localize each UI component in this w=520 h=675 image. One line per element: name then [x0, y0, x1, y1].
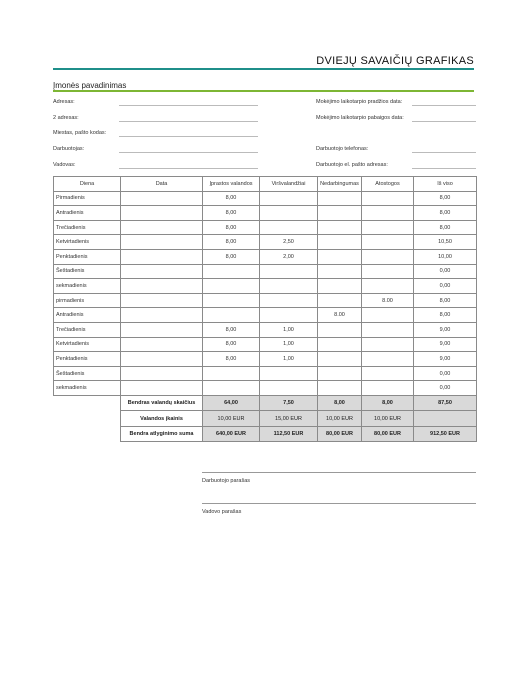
- summary-label: Bendra atlyginimo suma: [121, 426, 203, 442]
- day-cell: sekmadienis: [54, 381, 121, 396]
- overtime-cell[interactable]: 1,00: [260, 352, 318, 367]
- summary-regular-cell: 64,00: [203, 395, 260, 411]
- address2-field[interactable]: [119, 121, 258, 122]
- col-header-total: Iš viso: [414, 177, 477, 192]
- summary-row: [54, 411, 477, 427]
- period-end-label: Mokėjimo laikotarpio pabaigos data:: [316, 115, 404, 121]
- regular-cell[interactable]: [203, 366, 260, 381]
- page-title: DVIEJŲ SAVAIČIŲ GRAFIKAS: [316, 55, 474, 67]
- summary-sick-cell: 8,00: [318, 395, 362, 411]
- total-cell[interactable]: 0,00: [414, 264, 477, 279]
- total-cell[interactable]: 0,00: [414, 366, 477, 381]
- summary-sick-cell: 80,00 EUR: [318, 426, 362, 442]
- date-cell[interactable]: [121, 381, 203, 396]
- date-cell[interactable]: [121, 220, 203, 235]
- address2-label: 2 adresas:: [53, 115, 79, 121]
- col-header-sick: Nedarbingumas: [318, 177, 362, 192]
- date-cell[interactable]: [121, 235, 203, 250]
- total-cell[interactable]: 0,00: [414, 279, 477, 294]
- col-header-regular: Įprastos valandos: [203, 177, 260, 192]
- table-row: [54, 366, 477, 381]
- total-cell[interactable]: 10,50: [414, 235, 477, 250]
- regular-cell[interactable]: [203, 308, 260, 323]
- date-cell[interactable]: [121, 308, 203, 323]
- day-cell: Antradienis: [54, 308, 121, 323]
- sick-cell[interactable]: [318, 249, 362, 264]
- title-rule: [53, 68, 474, 70]
- total-cell[interactable]: 9,00: [414, 352, 477, 367]
- vacation-cell[interactable]: [362, 235, 414, 250]
- manager-signature-line[interactable]: [202, 503, 476, 504]
- summary-row: [54, 426, 477, 442]
- vacation-cell[interactable]: [362, 337, 414, 352]
- date-cell[interactable]: [121, 366, 203, 381]
- col-header-date: Data: [121, 177, 203, 192]
- table-row: [54, 249, 477, 264]
- table-row: [54, 220, 477, 235]
- overtime-cell[interactable]: 1,00: [260, 337, 318, 352]
- day-cell: Ketvirtadienis: [54, 337, 121, 352]
- summary-spacer: [54, 411, 121, 427]
- total-cell[interactable]: 8,00: [414, 308, 477, 323]
- day-cell: Pirmadienis: [54, 191, 121, 206]
- overtime-cell[interactable]: [260, 293, 318, 308]
- table-row: [54, 293, 477, 308]
- date-cell[interactable]: [121, 249, 203, 264]
- overtime-cell[interactable]: [260, 191, 318, 206]
- day-cell: Šeštadienis: [54, 366, 121, 381]
- vacation-cell[interactable]: [362, 366, 414, 381]
- table-row: [54, 206, 477, 221]
- col-header-vacation: Atostogos: [362, 177, 414, 192]
- summary-regular-cell: 640,00 EUR: [203, 426, 260, 442]
- employee-field[interactable]: [119, 152, 258, 153]
- manager-signature-label: Vadovo parašas: [202, 509, 242, 515]
- total-cell[interactable]: 8,00: [414, 293, 477, 308]
- day-cell: Penktadienis: [54, 249, 121, 264]
- total-cell[interactable]: 0,00: [414, 381, 477, 396]
- table-row: [54, 308, 477, 323]
- table-header-row: [54, 177, 477, 192]
- regular-cell[interactable]: 8,00: [203, 206, 260, 221]
- summary-vacation-cell: 8,00: [362, 395, 414, 411]
- overtime-cell[interactable]: 2,00: [260, 249, 318, 264]
- vacation-cell[interactable]: [362, 220, 414, 235]
- manager-label: Vadovas:: [53, 162, 76, 168]
- overtime-cell[interactable]: 1,00: [260, 322, 318, 337]
- sick-cell[interactable]: [318, 381, 362, 396]
- sick-cell[interactable]: 8.00: [318, 308, 362, 323]
- email-label: Darbuotojo el. pašto adresas:: [316, 162, 388, 168]
- summary-overtime-cell: 112,50 EUR: [260, 426, 318, 442]
- summary-overtime-cell: 15,00 EUR: [260, 411, 318, 427]
- sick-cell[interactable]: [318, 220, 362, 235]
- table-row: [54, 322, 477, 337]
- city-label: Miestas, pašto kodas:: [53, 130, 107, 136]
- sick-cell[interactable]: [318, 293, 362, 308]
- total-cell[interactable]: 9,00: [414, 322, 477, 337]
- table-row: [54, 279, 477, 294]
- overtime-cell[interactable]: [260, 308, 318, 323]
- table-row: [54, 264, 477, 279]
- regular-cell[interactable]: 8,00: [203, 220, 260, 235]
- vacation-cell[interactable]: [362, 308, 414, 323]
- phone-label: Darbuotojo telefonas:: [316, 146, 369, 152]
- col-header-overtime: Viršvalandžiai: [260, 177, 318, 192]
- day-cell: Trečiadienis: [54, 220, 121, 235]
- date-cell[interactable]: [121, 279, 203, 294]
- day-cell: pirmadienis: [54, 293, 121, 308]
- sick-cell[interactable]: [318, 322, 362, 337]
- company-rule: [53, 90, 474, 92]
- overtime-cell[interactable]: [260, 220, 318, 235]
- vacation-cell[interactable]: [362, 352, 414, 367]
- vacation-cell[interactable]: [362, 206, 414, 221]
- total-cell[interactable]: 8,00: [414, 191, 477, 206]
- period-start-label: Mokėjimo laikotarpio pradžios data:: [316, 99, 403, 105]
- overtime-cell[interactable]: [260, 279, 318, 294]
- col-header-day: Diena: [54, 177, 121, 192]
- overtime-cell[interactable]: [260, 264, 318, 279]
- regular-cell[interactable]: [203, 381, 260, 396]
- summary-total-cell: 87,50: [414, 395, 477, 411]
- sick-cell[interactable]: [318, 264, 362, 279]
- day-cell: Antradienis: [54, 206, 121, 221]
- period-end-field[interactable]: [412, 121, 476, 122]
- regular-cell[interactable]: 8,00: [203, 337, 260, 352]
- vacation-cell[interactable]: [362, 264, 414, 279]
- summary-total-cell: [414, 411, 477, 427]
- employee-label: Darbuotojas:: [53, 146, 85, 152]
- day-cell: Ketvirtadienis: [54, 235, 121, 250]
- summary-label: Valandos įkainis: [121, 411, 203, 427]
- regular-cell[interactable]: [203, 279, 260, 294]
- summary-spacer: [54, 426, 121, 442]
- date-cell[interactable]: [121, 191, 203, 206]
- date-cell[interactable]: [121, 322, 203, 337]
- sick-cell[interactable]: [318, 352, 362, 367]
- overtime-cell[interactable]: 2,50: [260, 235, 318, 250]
- sick-cell[interactable]: [318, 235, 362, 250]
- summary-vacation-cell: 80,00 EUR: [362, 426, 414, 442]
- sick-cell[interactable]: [318, 279, 362, 294]
- summary-vacation-cell: 10,00 EUR: [362, 411, 414, 427]
- overtime-cell[interactable]: [260, 366, 318, 381]
- sick-cell[interactable]: [318, 366, 362, 381]
- email-field[interactable]: [412, 168, 476, 169]
- date-cell[interactable]: [121, 206, 203, 221]
- sick-cell[interactable]: [318, 206, 362, 221]
- sick-cell[interactable]: [318, 191, 362, 206]
- table-row: [54, 381, 477, 396]
- table-row: [54, 352, 477, 367]
- date-cell[interactable]: [121, 264, 203, 279]
- summary-spacer: [54, 395, 121, 411]
- vacation-cell[interactable]: [362, 381, 414, 396]
- date-cell[interactable]: [121, 293, 203, 308]
- table-row: [54, 235, 477, 250]
- vacation-cell[interactable]: 8.00: [362, 293, 414, 308]
- day-cell: Šeštadienis: [54, 264, 121, 279]
- regular-cell[interactable]: 8,00: [203, 249, 260, 264]
- address-field[interactable]: [119, 105, 258, 106]
- date-cell[interactable]: [121, 352, 203, 367]
- day-cell: Trečiadienis: [54, 322, 121, 337]
- address-label: Adresas:: [53, 99, 75, 105]
- vacation-cell[interactable]: [362, 322, 414, 337]
- vacation-cell[interactable]: [362, 249, 414, 264]
- total-cell[interactable]: 8,00: [414, 206, 477, 221]
- total-cell[interactable]: 8,00: [414, 220, 477, 235]
- regular-cell[interactable]: [203, 264, 260, 279]
- summary-overtime-cell: 7,50: [260, 395, 318, 411]
- period-start-field[interactable]: [412, 105, 476, 106]
- total-cell[interactable]: 9,00: [414, 337, 477, 352]
- table-row: [54, 337, 477, 352]
- company-name: Įmonės pavadinimas: [53, 81, 127, 90]
- vacation-cell[interactable]: [362, 191, 414, 206]
- regular-cell[interactable]: 8,00: [203, 191, 260, 206]
- summary-total-cell: 912,50 EUR: [414, 426, 477, 442]
- regular-cell[interactable]: 8,00: [203, 322, 260, 337]
- regular-cell[interactable]: 8,00: [203, 235, 260, 250]
- vacation-cell[interactable]: [362, 279, 414, 294]
- employee-signature-label: Darbuotojo parašas: [202, 478, 251, 484]
- regular-cell[interactable]: 8,00: [203, 352, 260, 367]
- summary-label: Bendras valandų skaičius: [121, 395, 203, 411]
- date-cell[interactable]: [121, 337, 203, 352]
- total-cell[interactable]: 10,00: [414, 249, 477, 264]
- day-cell: Penktadienis: [54, 352, 121, 367]
- overtime-cell[interactable]: [260, 206, 318, 221]
- day-cell: sekmadienis: [54, 279, 121, 294]
- overtime-cell[interactable]: [260, 381, 318, 396]
- sick-cell[interactable]: [318, 337, 362, 352]
- city-field[interactable]: [119, 136, 258, 137]
- summary-row: [54, 395, 477, 411]
- regular-cell[interactable]: [203, 293, 260, 308]
- phone-field[interactable]: [412, 152, 476, 153]
- manager-field[interactable]: [119, 168, 258, 169]
- summary-sick-cell: 10,00 EUR: [318, 411, 362, 427]
- employee-signature-line[interactable]: [202, 472, 476, 473]
- table-row: [54, 191, 477, 206]
- summary-regular-cell: 10,00 EUR: [203, 411, 260, 427]
- timesheet-table: [53, 176, 477, 442]
